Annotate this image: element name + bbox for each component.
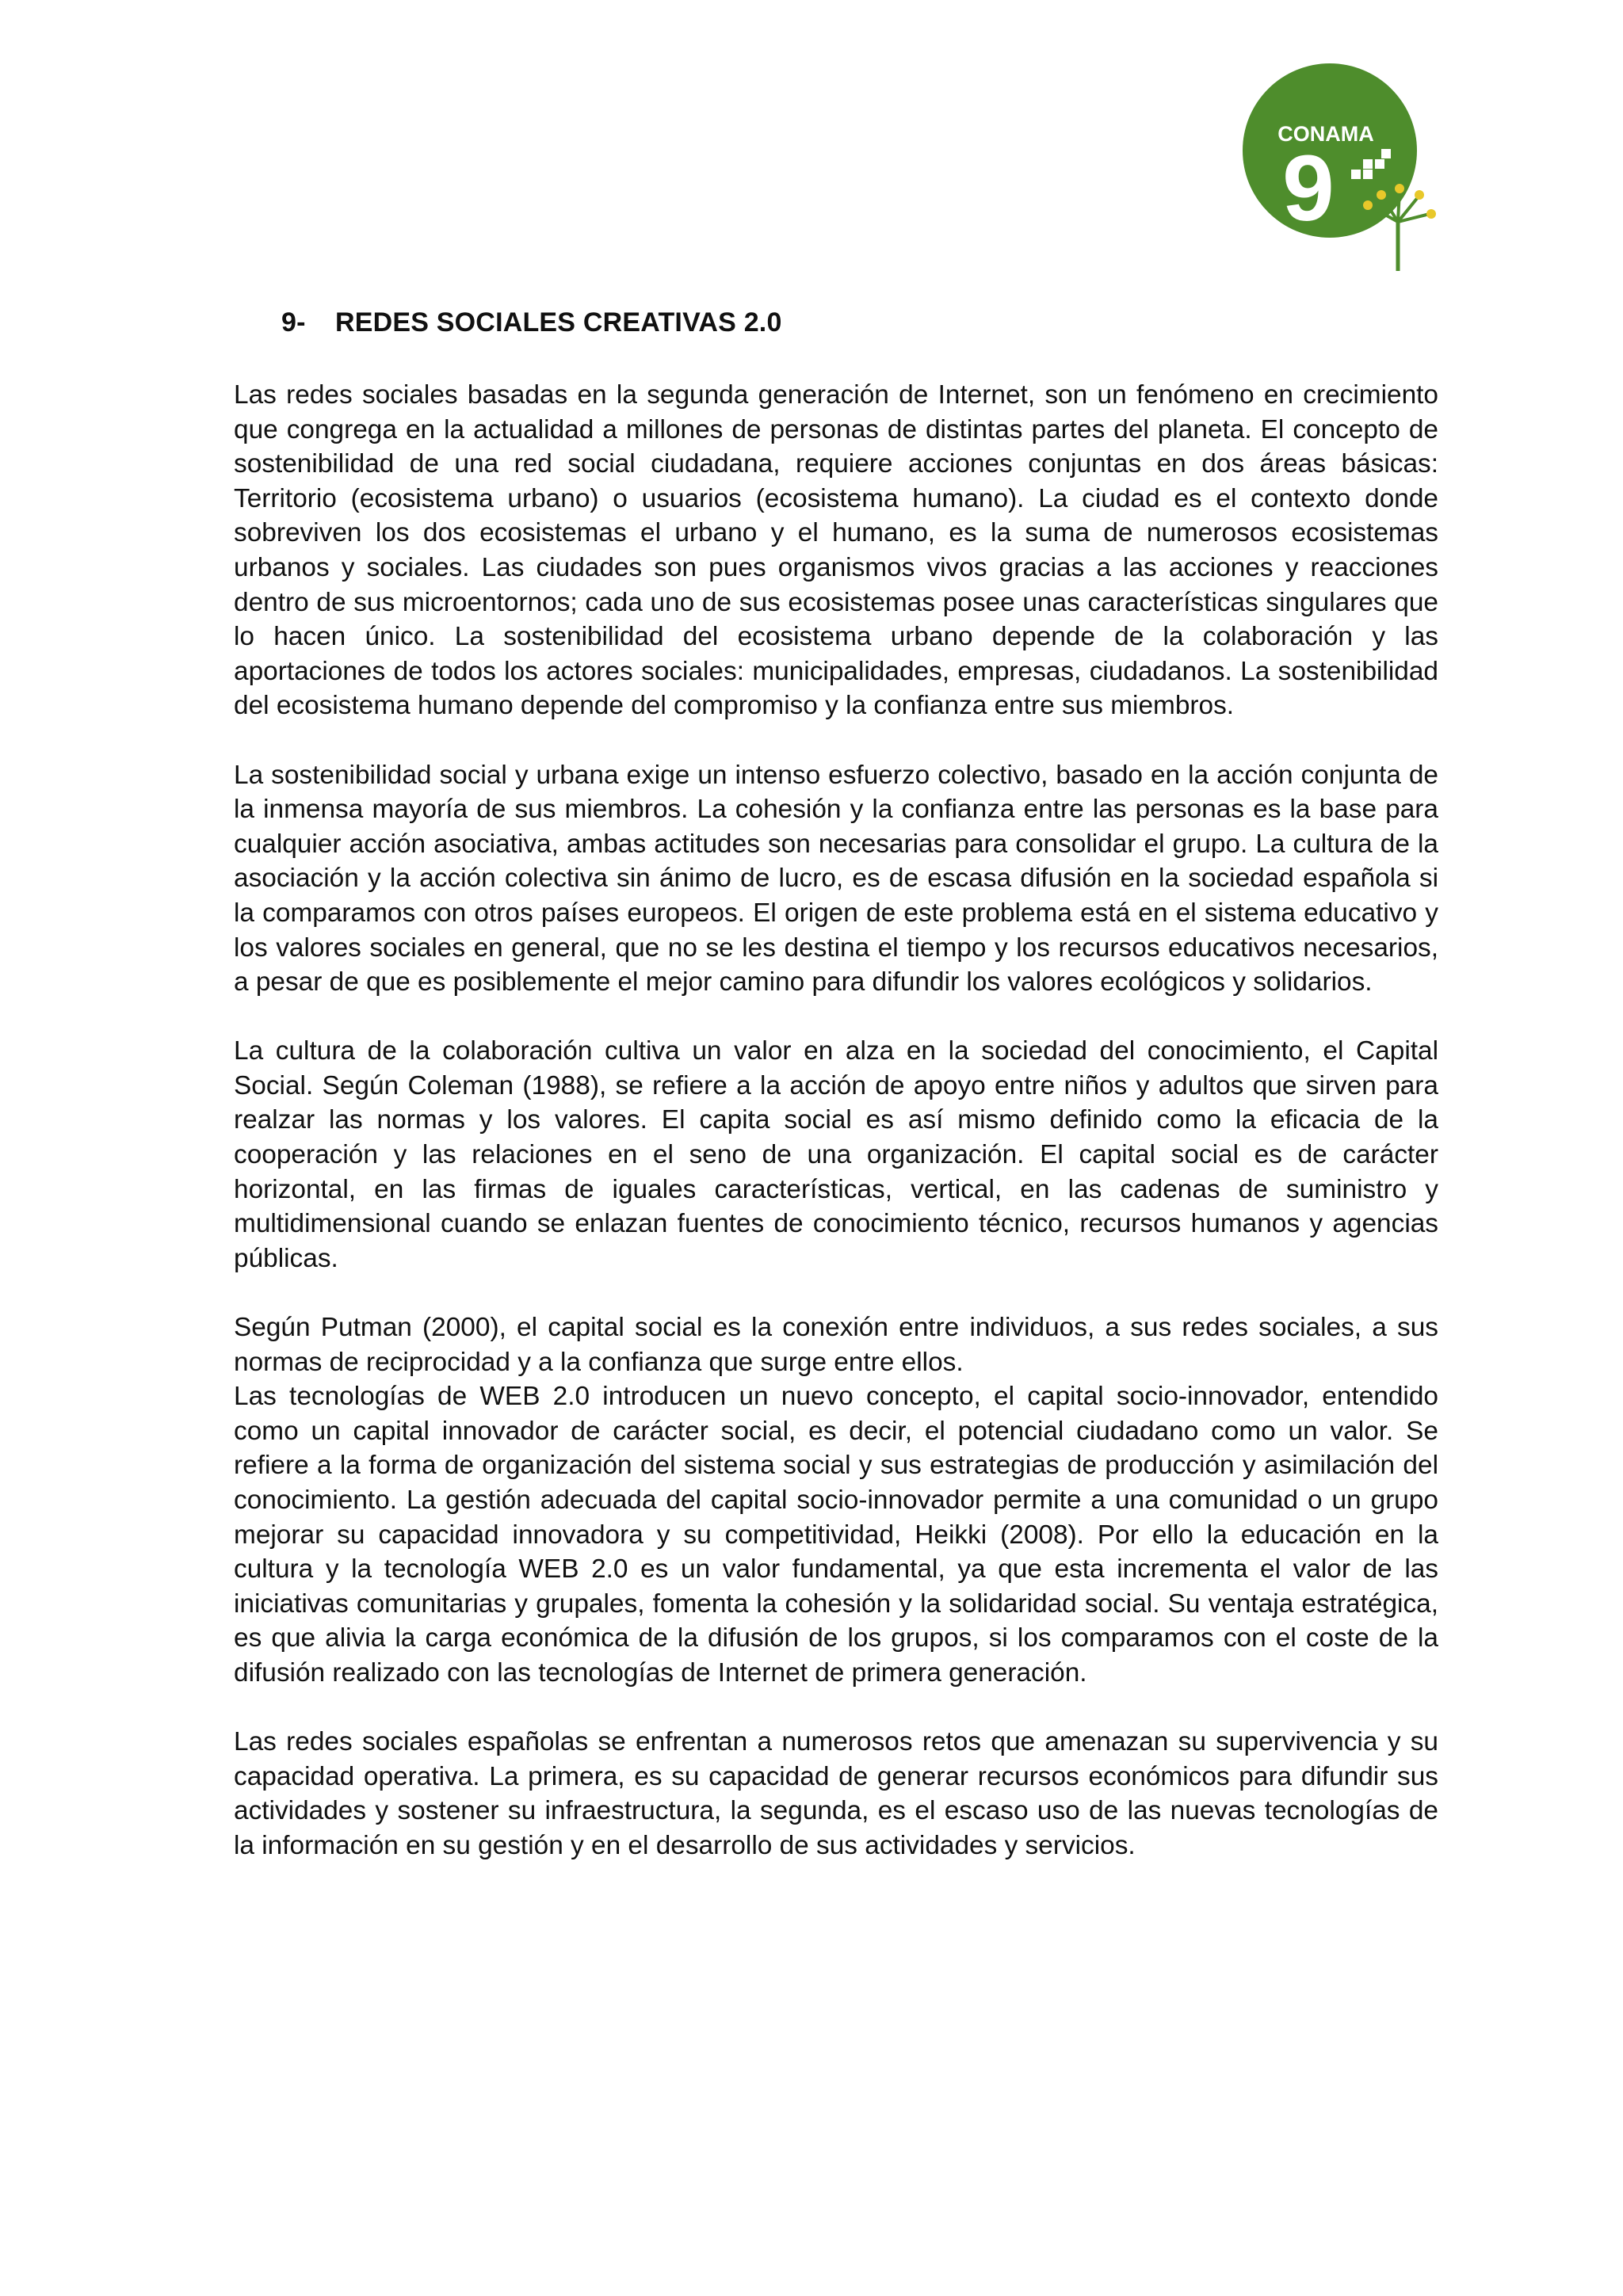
paragraph-5: Las tecnologías de WEB 2.0 introducen un nuevo concepto, el capital socio-innovador, entendido como un capital innovador de carácter social, es decir, el potencial ciudadano como un valor. Se refiere a la forma de organización del sistema social y sus estrategias de producción y asimilación del conocimiento. La gestión adecuada del capital socio-innovador permite a una comunidad o un grupo mejorar su capacidad innovadora y su competitividad, Heikki (2008). Por ello la educación en la cultura y la tecnología WEB 2.0 es un valor fundamental, ya que esta incrementa el valor de las iniciativas comunitarias y grupales, fomenta la cohesión y la solidaridad social. Su ventaja estratégica, es que alivia la carga económica de la difusión de los grupos, si los comparamos con el coste de la difusión realizado con las tecnologías de Internet de primera generación. xyxy=(234,1382,1438,1688)
section-number: 9- xyxy=(281,307,306,338)
section-title: REDES SOCIALES CREATIVAS 2.0 xyxy=(335,307,782,338)
paragraph-4: Según Putman (2000), el capital social es la conexión entre individuos, a sus redes sociales, a sus normas de reciprocidad y a la confianza que surge entre ellos. xyxy=(234,1313,1438,1377)
logo-text: CONAMA xyxy=(1277,122,1374,146)
paragraph-6: Las redes sociales españolas se enfrentan a numerosos retos que amenazan su supervivencia y su capacidad operativa. La primera, es su capacidad de generar recursos económicos para difundir sus actividades y sostener su infraestructura, la segunda, es el escaso uso de las nuevas tecnologías de la información en su gestión y en el desarrollo de sus actividades y servicios. xyxy=(234,1727,1438,1860)
paragraph-2: La sostenibilidad social y urbana exige un intenso esfuerzo colectivo, basado en la acción conjunta de la inmensa mayoría de sus miembros. La cohesión y la confianza entre las personas es la base para cualquier acción asociativa, ambas actitudes son necesarias para consolidar el grupo. La cultura de la asociación y la acción colectiva sin ánimo de lucro, es de escasa difusión en la sociedad española si la comparamos con otros países europeos. El origen de este problema está en el sistema educativo y los valores sociales en general, que no se les destina el tiempo y los recursos educativos necesarios, a pesar de que es posiblemente el mejor camino para difundir los valores ecológicos y solidarios. xyxy=(234,760,1438,997)
paragraph-3: La cultura de la colaboración cultiva un valor en alza en la sociedad del conocimiento, el Capital Social. Según Coleman (1988), se refiere a la acción de apoyo entre niños y adultos que sirven para realzar las normas y los valores. El capita social es así mismo definido como la eficacia de la cooperación y las relaciones en el seno de una organización. El capital social es de carácter horizontal, en las firmas de iguales características, vertical, en las cadenas de suministro y multidimensional cuando se enlazan fuentes de conocimiento técnico, recursos humanos y agencias públicas. xyxy=(234,1036,1438,1273)
conama-9-logo-icon xyxy=(1243,63,1449,277)
paragraph-1: Las redes sociales basadas en la segunda generación de Internet, son un fenómeno en crecimiento que congrega en la actualidad a millones de personas de distintas partes del planeta. El concepto de sostenibilidad de una red social ciudadana, requiere acciones conjuntas en dos áreas básicas: Territorio (ecosistema urbano) o usuarios (ecosistema humano). La ciudad es el contexto donde sobreviven los dos ecosistemas el urbano y el humano, es la suma de numerosos ecosistemas urbanos y sociales. Las ciudades son pues organismos vivos gracias a las acciones y reacciones dentro de sus microentornos; cada uno de sus ecosistemas posee unas características singulares que lo hacen único. La sostenibilidad del ecosistema urbano depende de la colaboración y las aportaciones de todos los actores sociales: municipalidades, empresas, ciudadanos. La sostenibilidad del ecosistema humano depende del compromiso y la confianza entre sus miembros. xyxy=(234,380,1438,721)
body-text xyxy=(234,378,1438,1863)
section-heading xyxy=(281,307,782,338)
logo-number: 9 xyxy=(1282,136,1335,241)
